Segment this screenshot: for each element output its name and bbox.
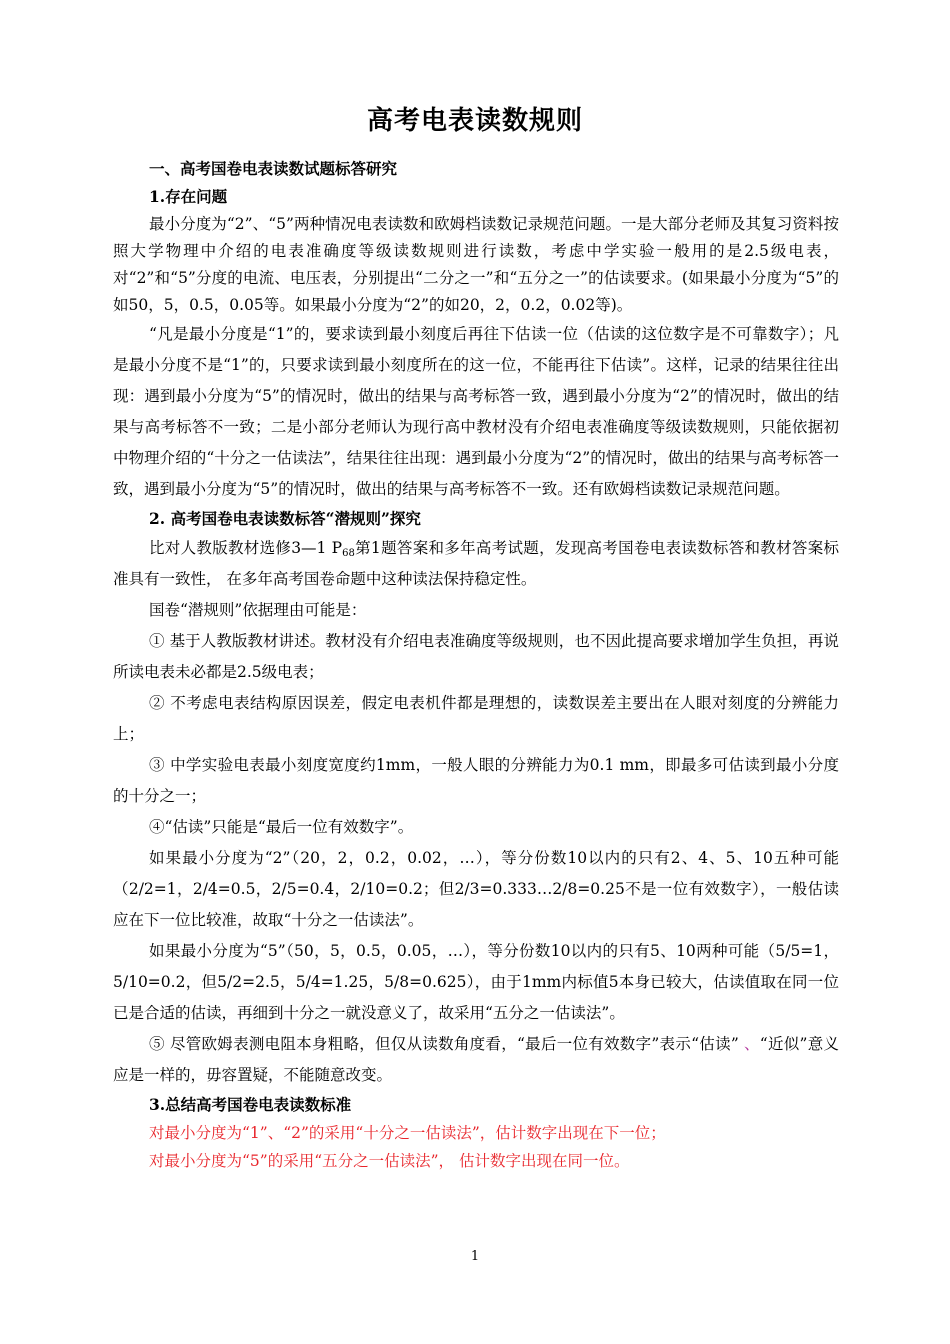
text-run: 第1题答案和多年高考试题，发现高考国卷电表读数标答和教材答案标准具有一致性， 在多年高考国卷命题中这种读法保持稳定性。 — [113, 539, 839, 588]
list-item: ② 不考虑电表结构原因误差，假定电表机件都是理想的，读数误差主要出在人眼对刻度的分辨能力上； — [113, 694, 839, 743]
summary-rule: 对最小分度为“5”的采用“五分之一估读法”， 估计数字出现在同一位。 — [149, 1152, 630, 1170]
list-item: ④“估读”只能是“最后一位有效数字”。 — [149, 818, 414, 836]
paragraph: “凡是最小分度是“1”的，要求读到最小刻度后再往下估读一位（估读的这位数字是不可靠数字）；凡是最小分度不是“1”的，只要求读到最小刻度所在的这一位，不能再往下估读”。这样，记录的结果往往出现：遇到最小分度为“5”的情况时，做出的结果与高考标答一致，遇到最小分度为“2”的情况时，做出的结果与高考标答不一致；二是小部分老师认为现行高中教材没有介绍电表准确度等级读数规则，只能依据初中物理介绍的“十分之一估读法”，结果往往出现：遇到最小分度为“2”的情况时，做出的结果与高考标答一致，遇到最小分度为“5”的情况时，做出的结果与高考标答不一致。还有欧姆档读数记录规范问题。 — [113, 325, 839, 498]
section-heading: 一、高考国卷电表读数试题标答研究 — [149, 159, 398, 178]
text-run: 比对人教版教材选修3—1 P — [149, 539, 343, 557]
document-body — [113, 155, 839, 1175]
paragraph: 如果最小分度为“5”（50，5，0.5，0.05，…），等分份数10以内的只有5、10两种可能（5/5=1，5/10=0.2，但5/2=2.5，5/4=1.25，5/8=0.625），由于1mm内标值5本身已较大，估读值取在同一位已是合适的估读，再细到十分之一就没意义了，故采用“五分之一估读法”。 — [113, 942, 839, 1022]
subsection-heading-summary: 3.总结高考国卷电表读数标准 — [149, 1095, 352, 1114]
paragraph: 最小分度为“2”、“5”两种情况电表读数和欧姆档读数记录规范问题。一是大部分老师及其复习资料按照大学物理中介绍的电表准确度等级读数规则进行读数，考虑中学实验一般用的是2.5级电表，对“2”和“5”分度的电流、电压表，分别提出“二分之一”和“五分之一”的估读要求。(如果最小分度为“5”的如50，5，0.5，0.05等。如果最小分度为“2”的如20，2，0.2，0.02等)。 — [113, 215, 839, 314]
summary-rule: 对最小分度为“1”、“2”的采用“十分之一估读法”，估计数字出现在下一位； — [149, 1124, 666, 1142]
document-title: 高考电表读数规则 — [366, 106, 583, 136]
paragraph — [113, 533, 839, 595]
list-item: ① 基于人教版教材讲述。教材没有介绍电表准确度等级规则，也不因此提高要求增加学生负担，再说所读电表未必都是2.5级电表； — [113, 632, 839, 681]
paragraph: 国卷“潜规则”依据理由可能是： — [149, 601, 367, 619]
subsection-heading-rules: 2. 高考国卷电表读数标答“潜规则”探究 — [149, 509, 421, 528]
colored-mark: 、 — [743, 1035, 760, 1053]
page-number: 1 — [470, 1249, 480, 1264]
paragraph: 如果最小分度为“2”（20，2，0.2，0.02，…），等分份数10以内的只有2、4、5、10五种可能（2/2=1，2/4=0.5，2/5=0.4，2/10=0.2；但2/3=0.333…2/8=0.25不是一位有效数字），一般估读应在下一位比较准，故取“十分之一估读法”。 — [113, 849, 839, 929]
list-item — [113, 1029, 839, 1091]
page-subscript: 68 — [342, 548, 355, 559]
subsection-heading-problems: 1.存在问题 — [149, 187, 228, 206]
text-run: “近似”意义应是一样的，毋容置疑，不能随意改变。 — [113, 1035, 839, 1084]
list-item: ③ 中学实验电表最小刻度宽度约1mm，一般人眼的分辨能力为0.1 mm，即最多可估读到最小分度的十分之一； — [113, 756, 839, 805]
text-run: ⑤ 尽管欧姆表测电阻本身粗略，但仅从读数角度看，“最后一位有效数字”表示“估读” — [149, 1035, 739, 1053]
